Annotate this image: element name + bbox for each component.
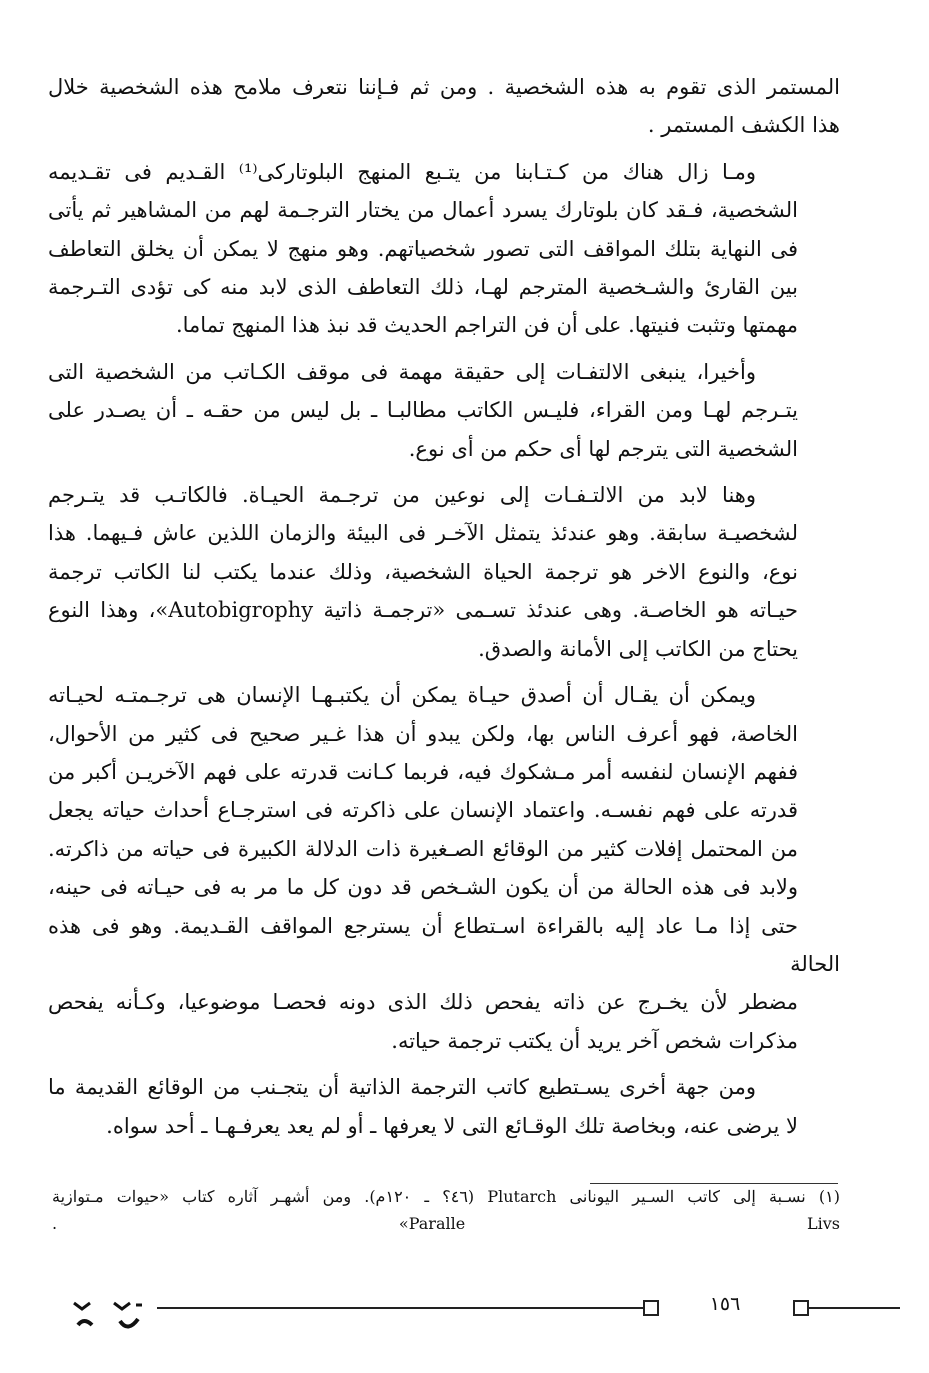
text-line: حيـاته هو الخاصـة. وهى عندئذ تسـمى «ترجمـة ذاتية Autobigrophy»، وهذا النوع bbox=[48, 598, 798, 623]
text-line: المستمر الذى تقوم به هذه الشخصية . ومن ثم فـإننا نتعرف ملامح هذه الشخصية خلال bbox=[48, 75, 840, 99]
text-line: لشخصيـة سابقة. وهو عندئذ يتمثل الآخـر فى البيئة والزمان اللذين عاش فـيهما. هذا bbox=[48, 521, 798, 546]
text-line: حتى إذا مـا عاد إليه بالقراءة اسـتطاع أن يسترجع المواقف القـديمة. وهو فى هذه الحالة bbox=[48, 913, 840, 976]
text-line: وهنا لابد من الالتـفـات إلى نوعين من ترجـمة الحيـاة. فالكاتـب قد يتـرجم bbox=[48, 483, 756, 508]
text-line: ويمكن أن يقـال أن أصدق حيـاة يمكن أن يكتبـهـا الإنسان هى ترجـمتـه لحيـاته bbox=[48, 683, 756, 708]
paragraph-3 bbox=[48, 353, 840, 468]
text-line: يتـرجم لهـا ومن القراء، فليـس الكاتب مطالبـا ـ بل ليس من حقـه ـ أن يصـدر على bbox=[48, 398, 798, 423]
text-line: ففهم الإنسان لنفسه أمر مـشكوك فيه، فربما كـانت قدرته على فهم الآخريـن أكبر من bbox=[48, 759, 798, 784]
body-text bbox=[48, 68, 840, 1153]
text-line: بين القارئ والشـخصية المترجم لهـا، ذلك التعاطف الذى لابد منه كى تؤدى التـرجمة bbox=[48, 275, 798, 300]
page-footer bbox=[60, 1290, 850, 1340]
text-line: مضطر لأن يخـرج عن ذاته يفحص ذلك الذى دونه فحصـا موضوعيا، وكـأنه يفحص bbox=[48, 990, 798, 1015]
text-line: الشخصية، فـقد كان بلوتارك يسرد أعمال من يختار الترجـمة لهم من المشاهير ثم يأتى bbox=[48, 198, 798, 223]
footer-box-ornament bbox=[793, 1300, 809, 1316]
page-number: ١٥٦ bbox=[709, 1293, 741, 1315]
text-line: ومـا زال هناك من كـتـابنا من يتـبع المنهج البلوتاركى⁽¹⁾ القـديم فى تقـديمه bbox=[48, 159, 756, 184]
footer-rule bbox=[157, 1307, 643, 1309]
text-line: لا يرضى عنه، وبخاصة تلك الوقـائع التى لا يعرفها ـ أو لم يعد يعرفـهـا ـ أحد سواه. bbox=[106, 1113, 798, 1138]
paragraph-4 bbox=[48, 476, 840, 668]
paragraph-1 bbox=[48, 68, 840, 145]
text-line: مهمتها وتثبت فنيتها. على أن فن التراجم الحديث قد نبذ هذا المنهج تماما. bbox=[175, 313, 798, 338]
ornament-icon bbox=[70, 1295, 150, 1335]
text-line: فى النهاية بتلك المواقف التى تصور شخصياتهم. وهو منهج لا يمكن أن يخلق التعاطف bbox=[48, 236, 798, 261]
text-line: قدرته على فهم نفسـه. واعتماد الإنسان على ذاكرته فى استرجـاع أحداث حياته يجعل bbox=[48, 798, 798, 823]
text-line: مذكرات شخص آخر يريد أن يكتب ترجمة حياته. bbox=[391, 1028, 798, 1053]
footer-rule bbox=[808, 1307, 900, 1309]
text-line: نوع، والنوع الاخر هو ترجمة الحياة الشخصية، وذلك عندما يكتب لنا الكاتب ترجمة bbox=[48, 559, 798, 584]
paragraph-2 bbox=[48, 153, 840, 345]
text-line: يحتاج من الكاتب إلى الأمانة والصدق. bbox=[478, 636, 798, 661]
text-line: ولابد فى هذه الحالة من أن يكون الشـخص قد دون كل ما مر به فى حيـاته فى حينه، bbox=[48, 875, 798, 900]
footnote-line: (١) نسـبة إلى كاتب السـير اليونانى Plutarch (٤٦؟ ـ ١٢٠م). ومن أشهـر آثاره كتاب «حيوات مـتوازية bbox=[52, 1187, 841, 1206]
footnote bbox=[52, 1183, 840, 1237]
text-line: وأخيرا، ينبغى الالتفـات إلى حقيقة مهمة فى موقف الكـاتب من الشخصية التى bbox=[48, 359, 756, 384]
text-line: من المحتمل إفلات كثير من الوقائع الصـغيرة ذات الدلالة الكبيرة فى حياته من ذاكرته. bbox=[48, 836, 798, 861]
footnote-line: Paralle Livs» . bbox=[52, 1214, 840, 1233]
footer-box-ornament bbox=[643, 1300, 659, 1316]
text-line: هذا الكشف المستمر . bbox=[647, 113, 840, 138]
paragraph-5 bbox=[48, 676, 840, 1060]
text-line: ومن جهة أخرى يسـتطيع كاتب الترجمة الذاتية أن يتجـنب من الوقائع القديمة ما bbox=[48, 1075, 756, 1100]
paragraph-6 bbox=[48, 1068, 840, 1145]
text-line: الشخصية التى يترجم لها أى حكم من أى نوع. bbox=[408, 436, 798, 461]
text-line: الخاصة، فهو أعرف الناس بها، ولكن يبدو أن هذا غـير صحيح فى كثير من الأحوال، bbox=[48, 721, 798, 746]
